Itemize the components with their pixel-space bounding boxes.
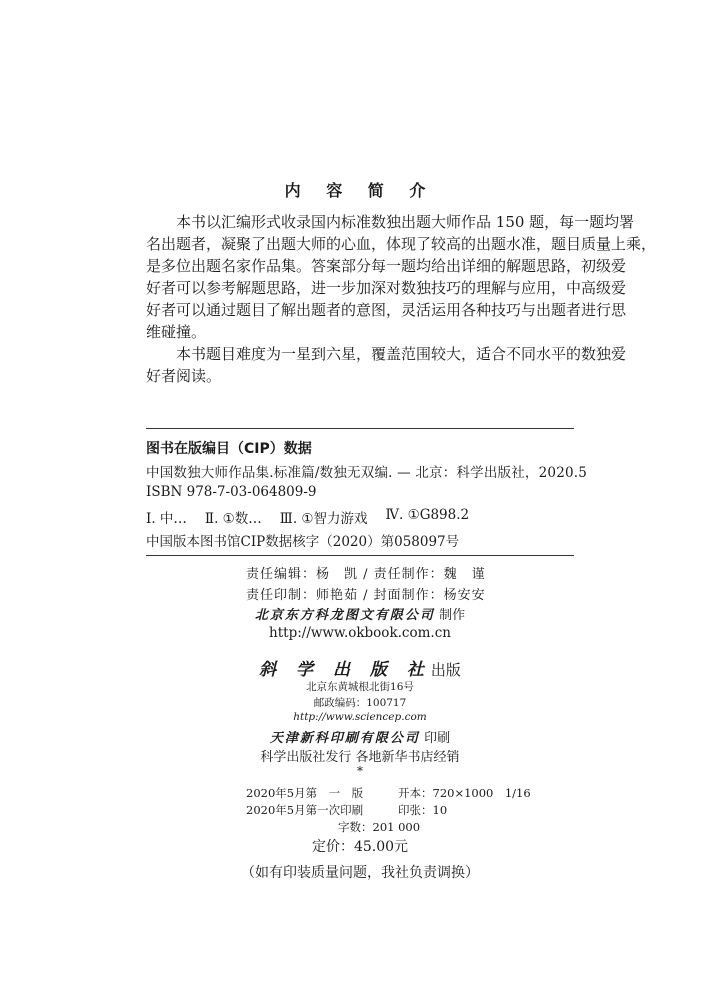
cip-classification <box>146 507 469 527</box>
quality-notice: （如有印装质量问题，我社负责调换） <box>241 865 479 881</box>
printer-name: 天津新科印刷有限公司 <box>269 731 420 746</box>
producer-url: http://www.okbook.com.cn <box>269 625 451 641</box>
publisher-line <box>0 655 720 680</box>
paragraph1-line: 是多位出题名家作品集。答案部分每一题均给出详细的解题思路，初级爱 <box>146 257 627 275</box>
publisher-name: 斜 学 出 版 社 <box>259 660 431 680</box>
first-printing: 2020年5月第一次印刷 <box>246 803 364 817</box>
producer-suffix: 制作 <box>434 608 466 623</box>
producer-line <box>0 604 720 623</box>
paragraph1-line: 名出题者，凝聚了出题大师的心血，体现了较高的出题水准，题目质量上乘， <box>146 235 657 253</box>
first-edition: 2020年5月第 一 版 <box>246 786 364 800</box>
cip-bottom-rule <box>146 555 574 556</box>
printing-staff-line: 责任印制：师艳茹 / 封面制作：杨安安 <box>246 588 486 603</box>
book-format: 开本：720×1000 1/16 <box>398 786 531 800</box>
cip-class-3: Ⅲ. ①智力游戏 <box>279 511 368 527</box>
paragraph1-line: 本书以汇编形式收录国内标准数独出题大师作品 150 题，每一题均署 <box>176 213 635 231</box>
cip-top-rule <box>146 428 574 429</box>
publisher-address: 北京东黄城根北街16号 <box>306 681 414 693</box>
printer-line <box>0 727 720 746</box>
cip-book-line: 中国数独大师作品集.标准篇/数独无双编. — 北京：科学出版社，2020.5 <box>146 465 588 481</box>
paragraph1-line: 好者可以参考解题思路，进一步加深对数独技巧的理解与应用，中高级爱 <box>146 279 627 297</box>
cip-class-4: Ⅳ. ①G898.2 <box>385 507 470 523</box>
publisher-suffix: 出版 <box>430 661 461 679</box>
word-count: 字数：201 000 <box>338 820 421 834</box>
paragraph1-line: 维碰撞。 <box>146 323 207 341</box>
cip-isbn-line: ISBN 978-7-03-064809-9 <box>146 484 317 500</box>
paragraph2-line: 好者阅读。 <box>146 367 222 385</box>
price-label: 定价： <box>311 839 354 855</box>
summary-title: 内 容 简 介 <box>284 181 436 200</box>
paragraph1-line: 好者可以通过题目了解出题者的意图，灵活运用各种技巧与出题者进行思 <box>146 301 627 319</box>
paragraph2-line: 本书题目难度为一星到六星，覆盖范围较大，适合不同水平的数独爱 <box>176 345 627 363</box>
price-line <box>0 836 720 856</box>
separator-asterisk: * <box>357 764 363 778</box>
cip-class-1: Ⅰ. 中… <box>146 511 187 527</box>
cip-heading: 图书在版编目（CIP）数据 <box>146 441 312 457</box>
editors-line: 责任编辑：杨 凯 / 责任制作：魏 谨 <box>246 567 486 582</box>
price-value: 45.00元 <box>353 839 409 855</box>
publisher-url: http://www.sciencep.com <box>293 711 427 723</box>
producer-name: 北京东方科龙图文有限公司 <box>254 608 435 623</box>
publisher-postcode: 邮政编码：100717 <box>313 697 407 709</box>
distribution-line: 科学出版社发行 各地新华书店经销 <box>260 750 460 765</box>
printed-sheets: 印张：10 <box>398 803 448 817</box>
cip-class-2: Ⅱ. ①数… <box>204 511 262 527</box>
printer-suffix: 印刷 <box>419 731 451 746</box>
cip-core-line: 中国版本图书馆CIP数据核字（2020）第058097号 <box>146 534 460 550</box>
